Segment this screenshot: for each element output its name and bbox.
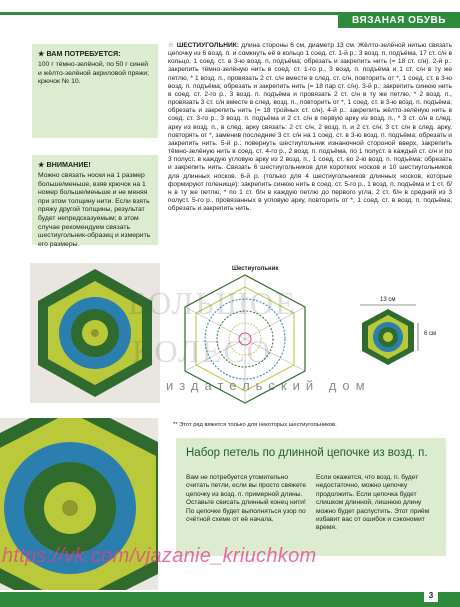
star-icon: ☆ — [168, 42, 177, 49]
publisher-watermark: БОЛЬШОЕ — [128, 285, 297, 321]
diagram-title: Шестиугольник — [232, 266, 279, 272]
section-header — [0, 12, 460, 28]
materials-text: 100 г тёмно-зелёной, по 50 г синей и жёлто-зелёной акриловой пряжи; крючок № 10. — [38, 61, 150, 86]
publisher-watermark: издательский дом — [166, 378, 371, 393]
tip-title: Набор петель по длинной цепочке из возд. п. — [186, 447, 428, 459]
footnote: ** Этот ряд вяжется только для некоторых шестиугольников. — [173, 422, 337, 428]
star-icon: ★ — [38, 160, 47, 169]
tip-text-right: Если окажется, что возд. п. будет недостаточно, можно цепочку продолжить. Если цепочка будет слишком длинной, лишнюю длину можно будет распустить. Этот приём избавит вас от ошибок и сэкономит время. — [316, 474, 430, 532]
materials-title: ВАМ ПОТРЕБУЕТСЯ: — [46, 49, 121, 58]
tip-box — [176, 438, 446, 556]
instructions-lead: ШЕСТИУГОЛЬНИК: — [176, 42, 239, 49]
url-watermark: https://vk.com/vjazanie_kriuchkom — [2, 545, 317, 567]
attention-text: Можно связать носки на 1 размер больше/меньше, взяв крючок на 1 номер больше/меньше и не меняя при этом толщину нити. Если взять пряжу другой толщины, результат будет непредсказуемым; в этом случае рекомендуем связать шестиугольник-образец и измерить его размеры. — [38, 172, 151, 248]
materials-box — [32, 44, 158, 138]
star-icon: ★ — [38, 49, 47, 58]
publisher-watermark: КОЛЕСО — [132, 333, 272, 369]
width-dimension: 13 см — [380, 297, 396, 303]
footer-bar — [0, 592, 460, 607]
hexagon-dimension-icon — [356, 303, 420, 373]
attention-box — [32, 155, 158, 248]
section-title: ВЯЗАНАЯ ОБУВЬ — [338, 12, 460, 28]
side-dimension: 6 см — [424, 331, 437, 337]
instructions-text — [168, 42, 452, 213]
tip-text-left: Вам не потребуется утомительно считать петли, если вы просто свяжете цепочку из возд. п. примерной длины. Оставьте свисать длинный конец нити! По цепочке будет выполняться узор по счётной схеме от её начала. — [186, 474, 307, 524]
page-number: 3 — [424, 588, 438, 602]
attention-title: ВНИМАНИЕ! — [46, 160, 91, 169]
instructions-body: длина стороны 6 см, диаметр 13 см. Жёлто-зелёной нитью связать цепочку из 6 возд. п. и сомкнуть её в кольцо 1 соед. ст. 1-й р.: 3 возд. п. подъёма, 17 ст. с/н в кольцо, 1 соед. ст. в 3-ю возд. п. подъёма; обрезать и закрепить нить (= 18 ст. с/н). 2-й р.: закрепить тёмно-зелёную нить в соед. ст. 1-го р., 3 возд. п. подъёма и 1 ст. с/н в ту же петлю, * 1 возд. п., провязать 2 ст. с/н вместе в след. ст. с/н, повторить от *, 1 соед. ст. в 3-ю возд. п. подъёма; обрезать и закрепить нить (= 18 пар ст. с/н). 3-й р.: закрепить синюю нить в соед. ст. 2-го р., 3 возд. п. подъёма и провязать 2 ст. с/н в ту же петлю, * 2 возд. п., провязать 3 ст. с/н вместе в след. возд. п., повторить от *, 1 соед. ст. в 3-ю возд. п. подъёма; обрезать и закрепить нить (= 18 тройных ст. с/н). 4-й р.: закрепить жёлто-зелёную нить в соед. ст. 3-го р., 3 возд. п. подъёма и 2 ст. с/н в первую арку из возд. п., * 3 ст. с/н в след. арку из возд. п., в след. арку связать: 2 ст. с/н, 2 возд. п. и 2 ст. с/н; 3 ст. с/н в след. арку, повторять от *, заменив последние 3 ст. с/н на 1 соед. ст. в 3-ю возд. п. подъёма; обрезать и закрепить нить. 5-й р.: повернуть шестиугольник изнаночной стороной вверх, закрепить тёмно-зелёную нить в соед. ст. 4-го р., 2 возд. п. подъёма, по 1 полуст. в каждый ст. с/н и по 3 полуст. в каждую угловую арку из 2 возд. п., 1 соед. ст. во 2-ю возд. п. подъёма; обрезать и закрепить нить. Связать 6 шестиугольников для коротких носков и 10 шестиугольников для длинных носков. 6-й р. (только для 4 шестиугольников длинных носков, которые формируют голенище): закрепить синюю нить в соед. ст. 5-го р., 1 возд. п. подъёма и 1 ст. б/н в ту же петлю, * по 1 ст. б/н в каждую петлю до первого угла, 2 ст. б/н в средний из 3 полуст. 5-го р., провязанных в угловую арку, повторить от *, 1 соед. ст. в возд. п. подъёма; обрезать и закрепить нить. — [168, 42, 452, 213]
